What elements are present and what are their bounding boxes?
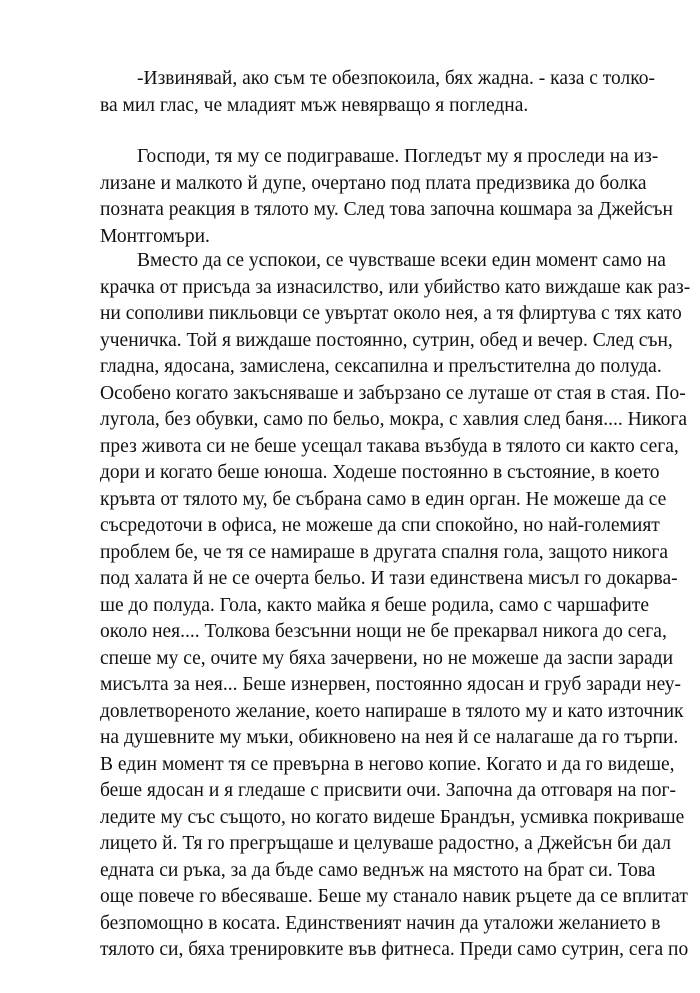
text-line: гладна, ядосана, замислена, сексапилна и прелъстителна до полуда.: [100, 356, 662, 377]
text-line: проблем бе, че тя се намираше в другата спалня гола, защото никога: [100, 541, 668, 563]
text-line: лицето й. Тя го прегръщаше и целуваше радостно, а Джейсън би дал: [100, 833, 671, 854]
text-line: съсредоточи в офиса, не можеше да спи спокойно, но най-големият: [100, 515, 660, 536]
text-line: беше ядосан и я гледаше с присвити очи. Започна да отговаря на пог-: [100, 780, 676, 801]
text-line: Монтгомъри.: [100, 225, 210, 247]
paragraph-3: [100, 248, 691, 964]
text-line: Господи, тя му се подиграваше. Погледът му я проследи на из-: [137, 146, 659, 167]
text-line: през живота си не беше усещал такава възбуда в тялото си както сега,: [100, 435, 679, 457]
text-line: ва мил глас, че младият мъж невярващо я погледна.: [100, 94, 529, 116]
text-line: -Извинявай, ако съм те обезпокоила, бях жадна. - каза с толко-: [137, 68, 655, 89]
text-line: крачка от присъда за изнасилство, или убийство като виждаше как раз-: [100, 276, 691, 298]
text-line: ни сополиви пикльовци се увъртат около нея, а тя флиртува с тях като: [100, 303, 682, 324]
text-line: Особено когато закъсняваше и забързано се луташе от стая в стая. По-: [100, 382, 686, 404]
text-line: ученичка. Той я виждаше постоянно, сутрин, обед и вечер. След сън,: [100, 329, 673, 351]
text-line: безпомощно в косата. Единственият начин да уталожи желанието в: [100, 912, 661, 934]
text-line: Вместо да се успокои, се чувстваше всеки един момент само на: [137, 250, 666, 271]
text-line: едната си ръка, за да бъде само веднъж на мястото на брат си. Това: [100, 859, 656, 881]
text-line: мисълта за нея... Беше изнервен, постоянно ядосан и груб заради неу-: [100, 674, 681, 695]
text-line: ледите му със същото, но когато видеше Брандън, усмивка покриваше: [100, 806, 685, 828]
text-line: позната реакция в тялото му. След това започна кошмара за Джейсън: [100, 199, 673, 220]
text-line: под халата й не се очерта бельо. И тази единствена мисъл го докарва-: [100, 568, 678, 589]
text-line: на душевните му мъки, обикновено на нея й се налагаше да го търпи.: [100, 727, 679, 748]
text-line: кръвта от тялото му, бе събрана само в един орган. Не можеше да се: [100, 488, 667, 510]
text-line: дори и когато беше юноша. Ходеше постоянно в състояние, в което: [100, 462, 660, 483]
paragraph-1: [100, 66, 655, 119]
text-line: лизане и малкото й дупе, очертано под плата предизвика до болка: [100, 172, 647, 194]
text-line: ше до полуда. Гола, както майка я беше родила, само с чаршафите: [100, 594, 650, 616]
text-line: лугола, без обувки, само по бельо, мокра, с хавлия след баня.... Никога: [100, 409, 688, 430]
text-line: довлетвореното желание, което напираше в тялото му и като източник: [100, 700, 684, 722]
text-line: тялото си, бяха тренировките във фитнеса. Преди само сутрин, сега по: [100, 939, 689, 960]
text-line: В един момент тя се превърна в негово копие. Когато и да го видеше,: [100, 753, 675, 775]
text-line: спеше му се, очите му бяха зачервени, но не можеше да заспи заради: [100, 647, 674, 669]
text-line: още повече го вбесяваше. Беше му станало навик ръцете да се вплитат: [100, 886, 688, 907]
text-line: около нея.... Толкова безсънни нощи не бе прекарвал никога до сега,: [100, 621, 667, 642]
paragraph-2: [100, 144, 673, 250]
